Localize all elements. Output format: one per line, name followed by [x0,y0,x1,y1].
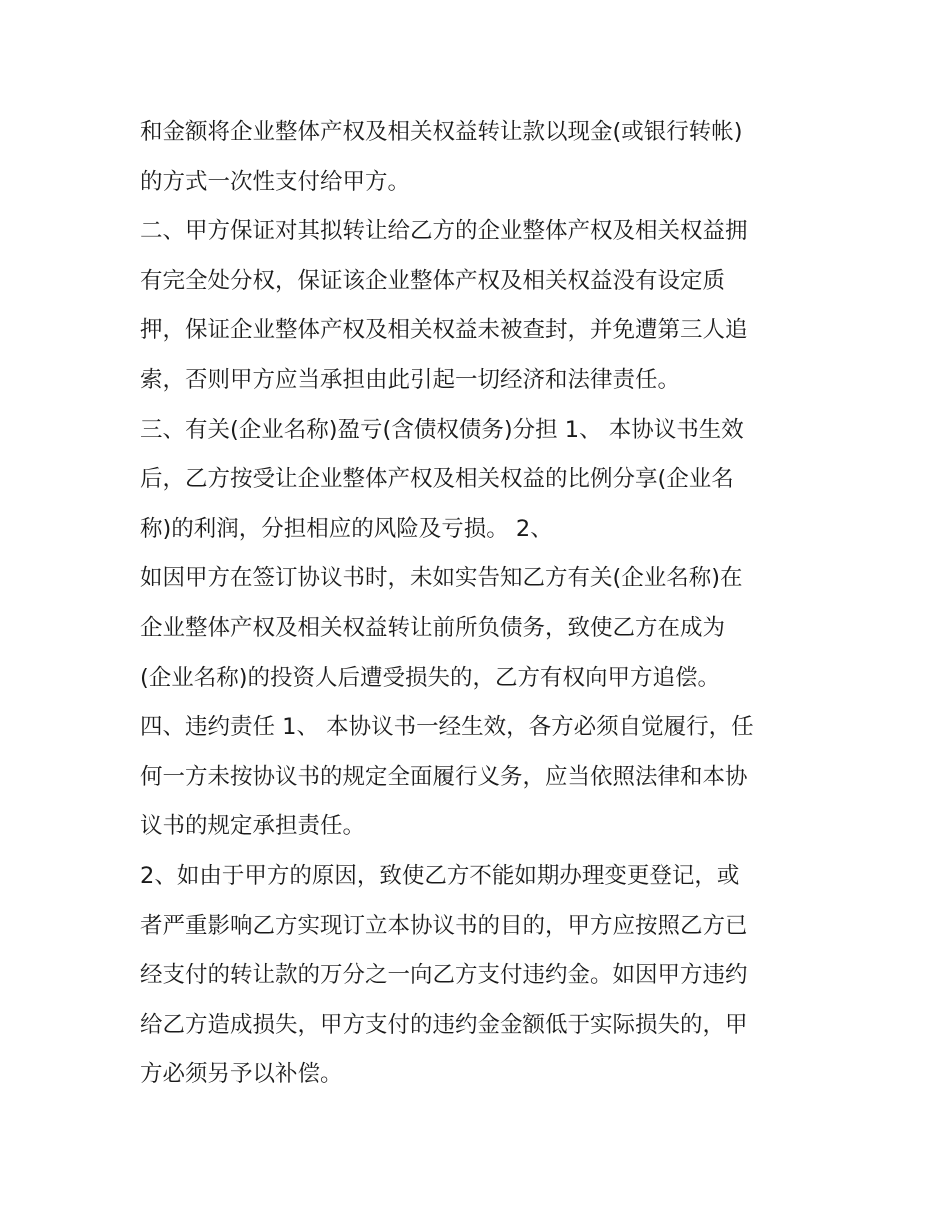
text-line-4: 有完全处分权，保证该企业整体产权及相关权益没有设定质 [140,267,726,294]
text-line-17: 者严重影响乙方实现订立本协议书的目的，甲方应按照乙方已 [140,912,748,939]
text-line-6: 索，否则甲方应当承担由此引起一切经济和法律责任。 [140,366,681,393]
text-line-5: 押，保证企业整体产权及相关权益未被查封，并免遭第三人追 [140,317,748,344]
text-line-7: 三、有关(企业名称)盈亏(含债权债务)分担 1、 本协议书生效 [140,416,744,443]
text-line-13: 四、违约责任 1、 本协议书一经生效，各方必须自觉履行，任 [140,714,754,741]
text-line-19: 给乙方造成损失，甲方支付的违约金金额低于实际损失的，甲 [140,1011,748,1038]
text-line-8: 后，乙方按受让企业整体产权及相关权益的比例分享(企业名 [140,466,734,493]
text-line-12: (企业名称)的投资人后遭受损失的，乙方有权向甲方追偿。 [140,664,721,691]
text-line-20: 方必须另予以补偿。 [140,1061,343,1088]
text-line-1: 和金额将企业整体产权及相关权益转让款以现金(或银行转帐) [140,119,743,145]
text-line-10: 如因甲方在签订协议书时，未如实告知乙方有关(企业名称)在 [140,565,743,592]
text-line-2: 的方式一次性支付给甲方。 [140,168,411,195]
text-line-18: 经支付的转让款的万分之一向乙方支付违约金。如因甲方违约 [140,962,748,989]
text-line-15: 议书的规定承担责任。 [140,813,366,840]
text-line-3: 二、甲方保证对其拟转让给乙方的企业整体产权及相关权益拥 [140,218,748,245]
text-line-16: 2、如由于甲方的原因，致使乙方不能如期办理变更登记，或 [140,862,740,889]
text-line-14: 何一方未按协议书的规定全面履行义务，应当依照法律和本协 [140,763,748,790]
text-line-11: 企业整体产权及相关权益转让前所负债务，致使乙方在成为 [140,614,726,641]
document-body [140,108,830,1100]
text-line-9: 称)的利润，分担相应的风险及亏损。 2、 [140,515,553,542]
